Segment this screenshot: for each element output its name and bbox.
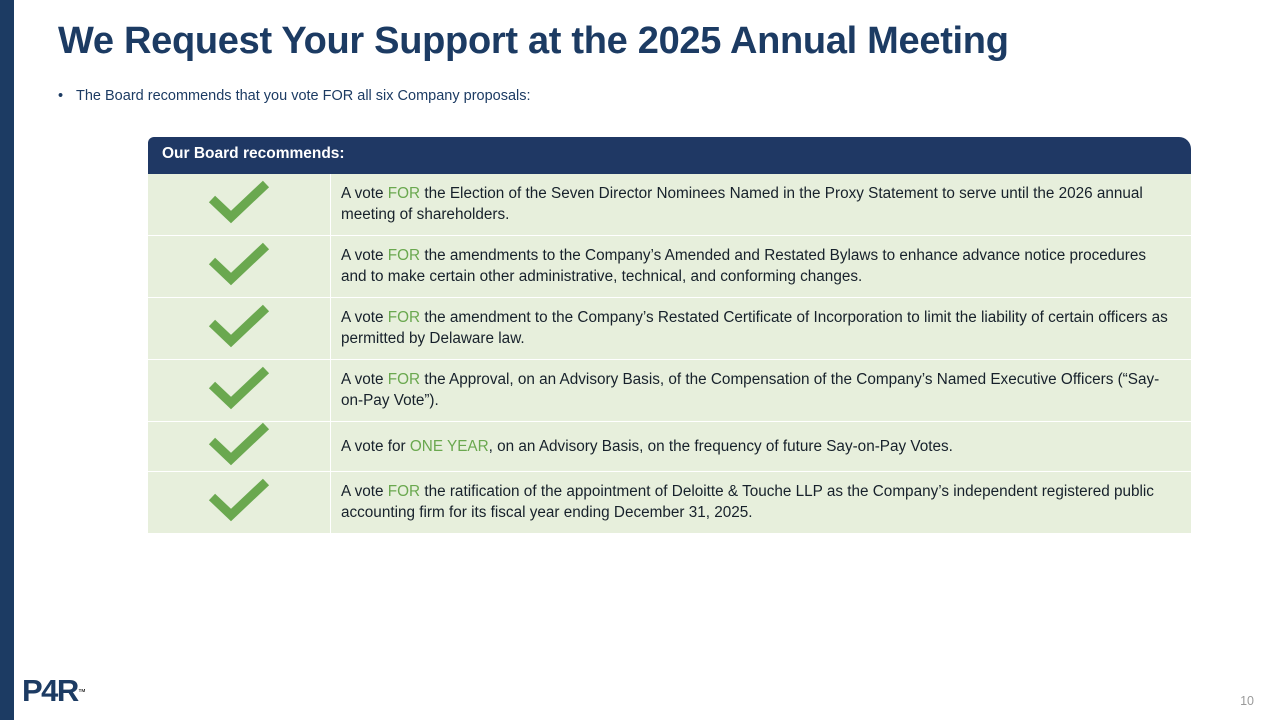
check-icon [208, 453, 270, 470]
table-row [148, 236, 1191, 298]
recommendation-text-post: , on an Advisory Basis, on the frequency of future Say-on-Pay Votes. [488, 437, 953, 455]
par-logo [22, 673, 96, 708]
logo-trademark-symbol: ™ [77, 687, 86, 697]
check-icon [208, 211, 270, 228]
table-row [148, 422, 1191, 472]
check-cell [148, 174, 331, 236]
recommendations-table [148, 174, 1191, 533]
vote-recommendation-highlight: ONE YEAR [409, 437, 489, 455]
recommendation-text-post: the amendments to the Company’s Amended and Restated Bylaws to enhance advance notice procedures and to make certain other administrative, technical, and conforming changes. [341, 247, 1147, 285]
check-cell [148, 236, 331, 298]
recommendation-text [331, 360, 1192, 422]
recommendation-text-post: the ratification of the appointment of Deloitte & Touche LLP as the Company’s independent registered public accounting firm for its fiscal year ending December 31, 2025. [341, 483, 1154, 521]
check-icon [208, 397, 270, 414]
left-accent-bar [0, 0, 14, 720]
recommendation-text-post: the amendment to the Company’s Restated Certificate of Incorporation to limit the liability of certain officers as permitted by Delaware law. [341, 309, 1168, 347]
recommendation-text-pre: A vote [341, 247, 388, 264]
recommendation-text [331, 472, 1192, 534]
bullet-dot-icon: • [58, 88, 64, 104]
recommendation-text [331, 174, 1192, 236]
check-cell [148, 422, 331, 472]
recommendation-text-post: the Approval, on an Advisory Basis, of the Compensation of the Company’s Named Executive Officers (“Say-on-Pay Vote”). [341, 371, 1160, 409]
vote-recommendation-highlight: FOR [387, 371, 421, 388]
check-icon [208, 335, 270, 352]
recommendation-text-pre: A vote [341, 309, 388, 326]
vote-recommendation-highlight: FOR [387, 483, 421, 500]
recommendation-text [331, 236, 1192, 298]
check-cell [148, 472, 331, 534]
page-title: We Request Your Support at the 2025 Annual Meeting [58, 20, 1009, 62]
check-icon [208, 509, 270, 526]
table-row [148, 174, 1191, 236]
table-row [148, 360, 1191, 422]
intro-bullet-text: The Board recommends that you vote FOR all six Company proposals: [76, 88, 531, 104]
recommendation-text-pre: A vote for [341, 437, 410, 455]
page-number: 10 [1240, 694, 1254, 708]
recommendations-header: Our Board recommends: [148, 137, 1191, 174]
recommendation-text-pre: A vote [341, 483, 388, 500]
check-icon [208, 273, 270, 290]
table-row [148, 472, 1191, 534]
vote-recommendation-highlight: FOR [387, 247, 421, 264]
recommendation-text-pre: A vote [341, 185, 388, 202]
vote-recommendation-highlight: FOR [387, 309, 421, 326]
vote-recommendation-highlight: FOR [387, 185, 421, 202]
logo-wordmark: P4R [22, 673, 78, 708]
recommendations-card [148, 137, 1191, 533]
intro-bullet [58, 86, 531, 106]
recommendation-text-pre: A vote [341, 371, 388, 388]
recommendation-text [331, 298, 1192, 360]
recommendation-text-post: the Election of the Seven Director Nominees Named in the Proxy Statement to serve until the 2026 annual meeting of shareholders. [341, 185, 1143, 223]
check-cell [148, 298, 331, 360]
table-row [148, 298, 1191, 360]
check-cell [148, 360, 331, 422]
recommendation-text [331, 422, 1192, 472]
